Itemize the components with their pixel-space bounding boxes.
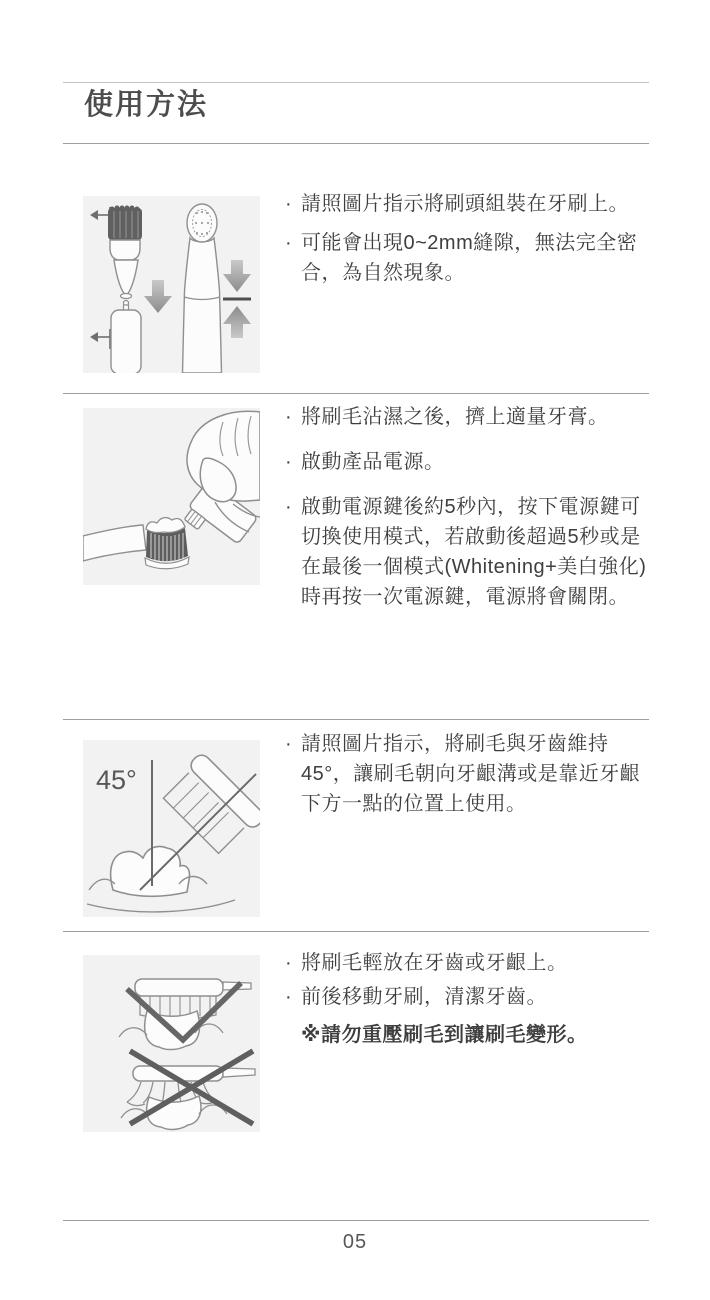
angled-brush-head — [159, 752, 260, 859]
alignment-arrowhead-top — [90, 210, 98, 220]
bullet-dot: · — [285, 193, 293, 215]
motion-instructions — [283, 948, 647, 1050]
divider — [63, 393, 649, 394]
bullet-dot: · — [285, 451, 293, 473]
divider-bottom — [63, 1220, 649, 1221]
list-item — [283, 228, 647, 288]
bullet-dot: · — [285, 733, 293, 755]
brushing-figure — [83, 955, 260, 1132]
brushing-do-dont-illustration — [83, 955, 260, 1132]
detached-brush-head — [108, 206, 142, 299]
divider — [63, 931, 649, 932]
list-item — [283, 948, 647, 978]
correct-brushing — [119, 979, 251, 1050]
divider-top — [63, 82, 649, 83]
bullet-dot: · — [285, 986, 293, 1008]
list-item — [283, 492, 647, 612]
divider-under-title — [63, 143, 649, 144]
bullet-dot: · — [285, 232, 293, 254]
angle-figure — [83, 740, 260, 917]
list-item — [283, 982, 647, 1012]
instruction-text: 將刷毛沾濕之後，擠上適量牙膏。 — [301, 406, 609, 428]
incorrect-brushing — [121, 1051, 255, 1129]
toothpaste-blob — [146, 518, 185, 533]
instruction-text: 請照圖片指示將刷頭組裝在牙刷上。 — [301, 193, 629, 215]
list-item — [283, 447, 647, 477]
handle-body — [111, 301, 141, 374]
list-item — [283, 402, 647, 432]
bullet-dot: · — [285, 406, 293, 428]
toothpaste-illustration — [83, 408, 260, 585]
list-item — [283, 189, 647, 219]
tooth — [87, 846, 235, 911]
page-title: 使用方法 — [84, 89, 209, 121]
angle-instructions — [283, 729, 647, 819]
instruction-text: 可能會出現0~2mm縫隙，無法完全密合，為自然現象。 — [301, 232, 638, 284]
toothpaste-figure — [83, 408, 260, 585]
instruction-text: 啟動產品電源。 — [301, 451, 445, 473]
warning-note: ※請勿重壓刷毛到讓刷毛變形。 — [301, 1024, 588, 1046]
list-item — [283, 729, 647, 819]
brush-handle — [83, 525, 146, 561]
instruction-text: 將刷毛輕放在牙齒或牙齦上。 — [301, 952, 568, 974]
assembly-instructions — [283, 189, 647, 288]
alignment-arrowhead-bottom — [90, 332, 98, 342]
up-arrow-icon — [223, 306, 251, 338]
instruction-text: 請照圖片指示，將刷毛與牙齒維持45°，讓刷毛朝向牙齦溝或是靠近牙齦下方一點的位置上使用。 — [301, 733, 641, 815]
assembled-brush — [183, 204, 222, 373]
divider — [63, 719, 649, 720]
toothbrush-assembly-illustration — [83, 196, 260, 373]
instruction-text: 前後移動牙刷，清潔牙齒。 — [301, 986, 547, 1008]
bullet-dot: · — [285, 496, 293, 518]
bullet-dot: · — [285, 952, 293, 974]
page-number: 05 — [342, 1231, 368, 1253]
power-instructions — [283, 402, 647, 612]
brush-head-with-paste — [145, 518, 189, 569]
down-arrow-icon — [223, 260, 251, 292]
assembly-figure — [83, 196, 260, 373]
angle-45-illustration — [83, 740, 260, 917]
down-arrow-icon — [144, 280, 172, 313]
instruction-text: 啟動電源鍵後約5秒內，按下電源鍵可切換使用模式，若啟動後超過5秒或是在最後一個模式(Whitening+美白強化)時再按一次電源鍵，電源將會關閉。 — [301, 496, 647, 608]
angle-label: 45° — [96, 765, 137, 795]
